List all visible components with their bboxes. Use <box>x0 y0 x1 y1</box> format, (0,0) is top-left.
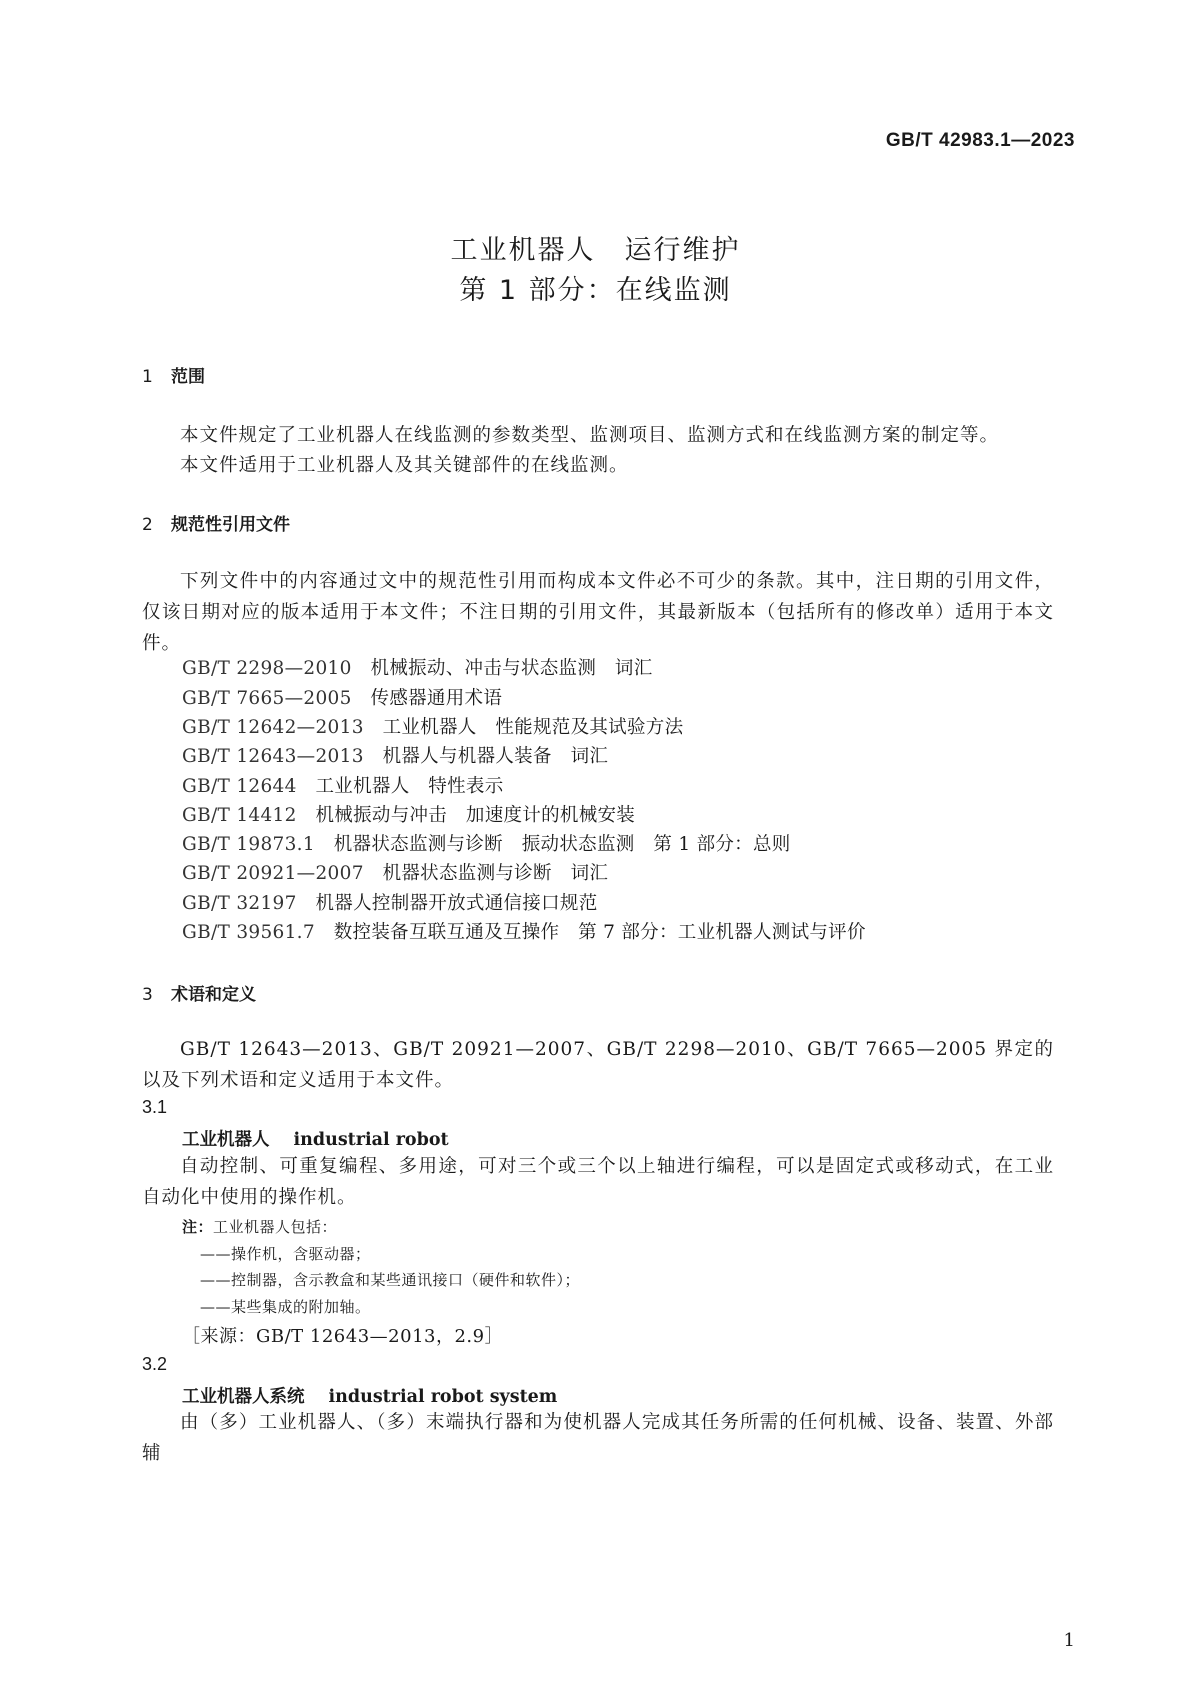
note-list-item: ——操作机，含驱动器； <box>200 1245 371 1263</box>
section-1-paragraph-1: 本文件规定了工业机器人在线监测的参数类型、监测项目、监测方式和在线监测方案的制定等。 <box>180 425 1000 446</box>
section-number: 2 <box>142 515 153 535</box>
term-heading <box>182 1383 557 1408</box>
standard-number: GB/T 42983.1—2023 <box>885 130 1075 151</box>
term-definition: 自动控制、可重复编程、多用途，可对三个或三个以上轴进行编程，可以是固定式或移动式，在工业自动化中使用的操作机。 <box>142 1156 1054 1208</box>
term-source: ［来源：GB/T 12643—2013，2.9］ <box>182 1326 504 1347</box>
reference-item: GB/T 19873.1 机器状态监测与诊断 振动状态监测 第 1 部分：总则 <box>182 834 791 855</box>
note-label: 注： <box>182 1218 214 1236</box>
section-3-intro: GB/T 12643—2013、GB/T 20921—2007、GB/T 2298—2010、GB/T 7665—2005 界定的以及下列术语和定义适用于本文件。 <box>142 1039 1054 1091</box>
note-list-item: ——控制器，含示教盒和某些通讯接口（硬件和软件）； <box>200 1271 581 1289</box>
note-list-item: ——某些集成的附加轴。 <box>200 1298 371 1316</box>
reference-item: GB/T 20921—2007 机器状态监测与诊断 词汇 <box>182 863 609 884</box>
section-2-intro: 下列文件中的内容通过文中的规范性引用而构成本文件必不可少的条款。其中，注日期的引用文件，仅该日期对应的版本适用于本文件；不注日期的引用文件，其最新版本（包括所有的修改单）适用于本文件。 <box>142 571 1054 654</box>
section-1-heading <box>142 362 205 387</box>
section-number: 1 <box>142 367 153 387</box>
section-title: 范围 <box>171 367 205 387</box>
reference-item: GB/T 12643—2013 机器人与机器人装备 词汇 <box>182 746 609 767</box>
term-number: 3.2 <box>142 1354 168 1374</box>
term-english: industrial robot system <box>328 1387 558 1407</box>
section-title: 规范性引用文件 <box>171 515 290 535</box>
term-english: industrial robot <box>293 1130 449 1150</box>
term-heading <box>182 1126 449 1151</box>
section-3-heading <box>142 980 256 1005</box>
section-1-paragraph-2: 本文件适用于工业机器人及其关键部件的在线监测。 <box>180 455 629 476</box>
term-chinese: 工业机器人 <box>182 1130 270 1150</box>
reference-item: GB/T 12642—2013 工业机器人 性能规范及其试验方法 <box>182 717 684 738</box>
document-title-line1: 工业机器人 运行维护 <box>450 235 741 266</box>
section-number: 3 <box>142 985 153 1005</box>
reference-item: GB/T 12644 工业机器人 特性表示 <box>182 776 504 797</box>
section-2-heading <box>142 510 290 535</box>
term-definition: 由（多）工业机器人、（多）末端执行器和为使机器人完成其任务所需的任何机械、设备、装置、外部辅 <box>142 1412 1054 1464</box>
document-title-line2: 第 1 部分：在线监测 <box>459 275 732 306</box>
reference-item: GB/T 14412 机械振动与冲击 加速度计的机械安装 <box>182 805 636 826</box>
term-chinese: 工业机器人系统 <box>182 1387 305 1407</box>
section-title: 术语和定义 <box>171 985 256 1005</box>
page-number: 1 <box>1063 1630 1075 1651</box>
term-note <box>182 1216 337 1237</box>
reference-item: GB/T 2298—2010 机械振动、冲击与状态监测 词汇 <box>182 658 653 679</box>
reference-item: GB/T 7665—2005 传感器通用术语 <box>182 688 503 709</box>
term-number: 3.1 <box>142 1097 168 1117</box>
reference-item: GB/T 39561.7 数控装备互联互通及互操作 第 7 部分：工业机器人测试与评价 <box>182 922 866 943</box>
reference-item: GB/T 32197 机器人控制器开放式通信接口规范 <box>182 893 598 914</box>
note-text: 工业机器人包括： <box>213 1218 338 1236</box>
